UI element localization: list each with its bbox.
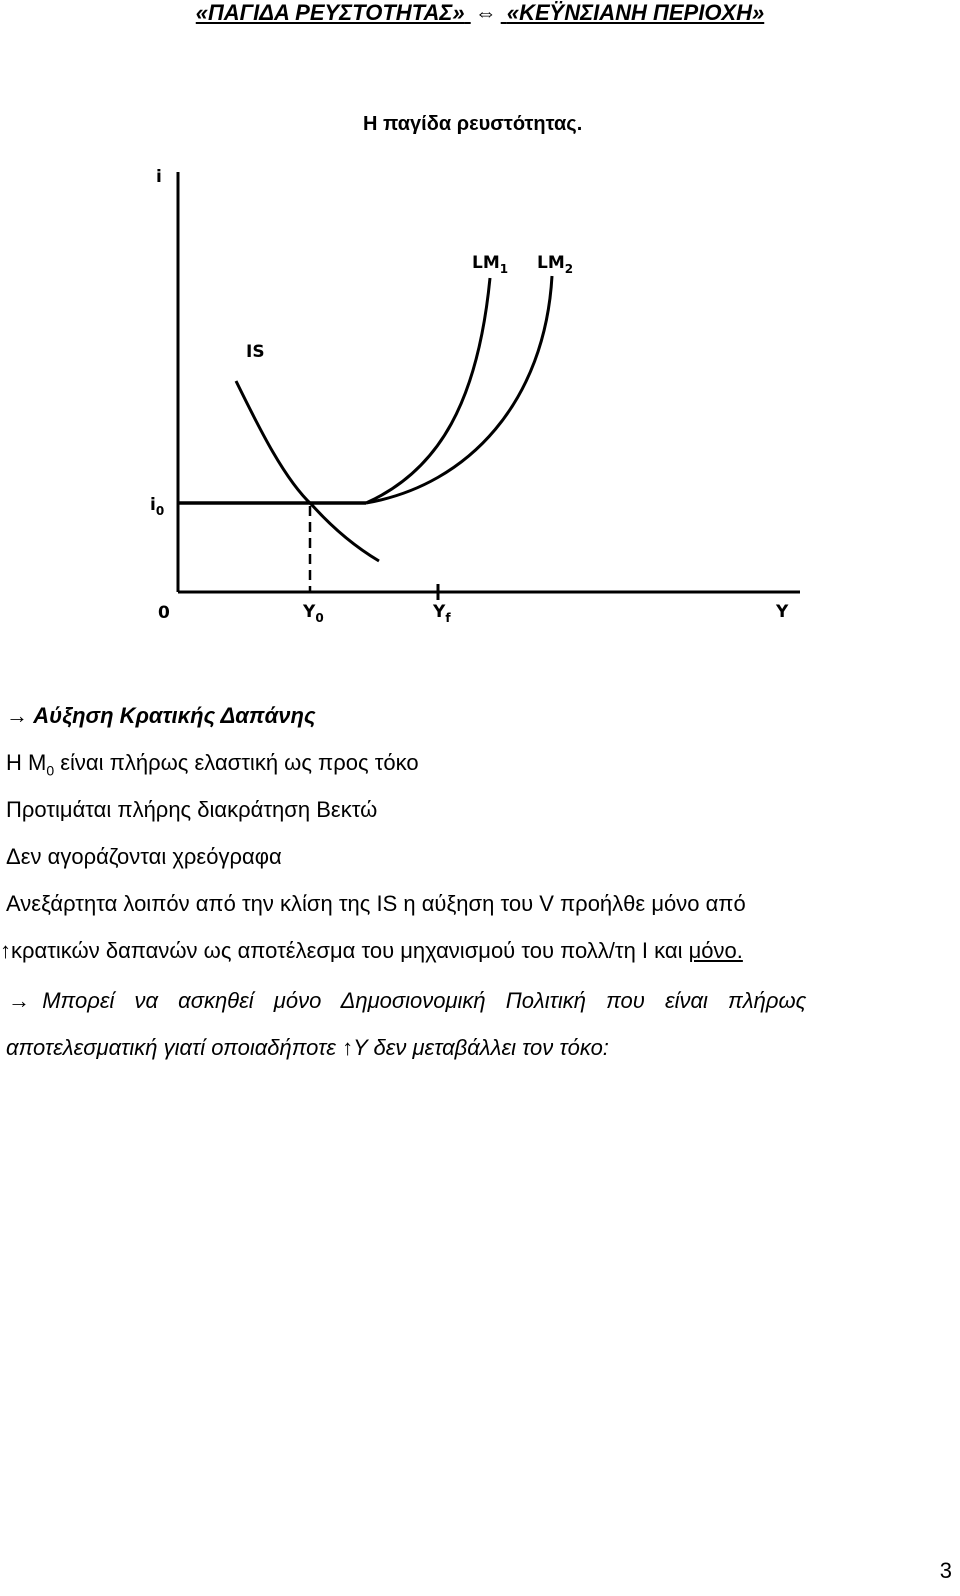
i0-label: [150, 495, 164, 518]
body-line-5-main: κρατικών δαπανών ως αποτέλεσμα του μηχανισμού του πολλ/τη I και: [11, 938, 689, 963]
body-line-2: Προτιμάται πλήρης διακράτηση Βεκτώ: [6, 797, 378, 822]
yf-label-main: Y: [433, 602, 446, 622]
i0-label-sub: 0: [155, 504, 165, 518]
x-axis-label: Y: [776, 602, 789, 622]
header-right-text: «ΚΕΫΝΣΙΑΝΗ ΠΕΡΙΟΧΗ»: [506, 0, 765, 25]
lm1-curve-label: [472, 253, 508, 276]
is-curve: [236, 381, 379, 561]
lm1-label-main: LM: [472, 253, 500, 273]
yf-label: [432, 602, 451, 625]
body-line-1: [6, 750, 960, 783]
lm2-curve-label: [537, 253, 573, 276]
lm1-curve: [366, 278, 490, 503]
body-line-5-underlined: μόνο.: [688, 938, 743, 963]
body-line-1-post: είναι πλήρως ελαστική ως προς τόκο: [54, 750, 419, 775]
body-line-7-post: Y δεν μεταβάλλει τον τόκο:: [353, 1035, 609, 1060]
right-arrow-icon-2: →: [8, 988, 30, 1013]
document-header: [0, 0, 960, 26]
is-curve-label: IS: [246, 342, 265, 362]
origin-label: 0: [158, 603, 170, 623]
i0-label-main: i: [150, 495, 156, 515]
body-line-7: [6, 1035, 960, 1061]
body-line-3: Δεν αγοράζονται χρεόγραφα: [6, 844, 282, 869]
body-line-6-text: Μπορεί να ασκηθεί μόνο Δημοσιονομική Πολιτική που είναι πλήρως: [42, 988, 807, 1013]
section-heading: [6, 703, 960, 729]
body-line-5: [0, 938, 954, 964]
right-arrow-icon: →: [6, 703, 28, 728]
body-line-6: [8, 988, 938, 1014]
page-number: 3: [939, 1558, 952, 1583]
body-line-4: Ανεξάρτητα λοιπόν από την κλίση της IS η αύξηση του V προήλθε μόνο από: [6, 891, 746, 916]
y0-label-sub: 0: [315, 611, 324, 625]
body-line-1-sub: 0: [46, 762, 55, 779]
y-axis-label: i: [156, 167, 162, 187]
body-line-1-pre: Η M: [6, 750, 47, 775]
liquidity-trap-diagram: [150, 150, 840, 650]
lm2-label-sub: 2: [564, 262, 574, 276]
y0-label: [302, 602, 324, 625]
up-arrow-icon: ↑: [0, 938, 11, 963]
y0-label-main: Y: [303, 602, 316, 622]
up-arrow-icon-2: ↑: [342, 1035, 354, 1060]
lm2-label-main: LM: [537, 253, 565, 273]
figure-title: Η παγίδα ρευστότητας.: [363, 113, 583, 135]
section-heading-text: Αύξηση Κρατικής Δαπάνης: [33, 703, 316, 728]
yf-label-sub: f: [445, 611, 451, 625]
header-left-text: «ΠΑΓΙΔΑ ΡΕΥΣΤΟΤΗΤΑΣ»: [195, 0, 465, 25]
double-arrow-icon: ⇔: [474, 0, 497, 25]
lm1-label-sub: 1: [499, 262, 509, 276]
lm2-curve: [366, 276, 552, 503]
body-line-7-pre: αποτελεσματική γιατί οποιαδήποτε: [6, 1035, 343, 1060]
